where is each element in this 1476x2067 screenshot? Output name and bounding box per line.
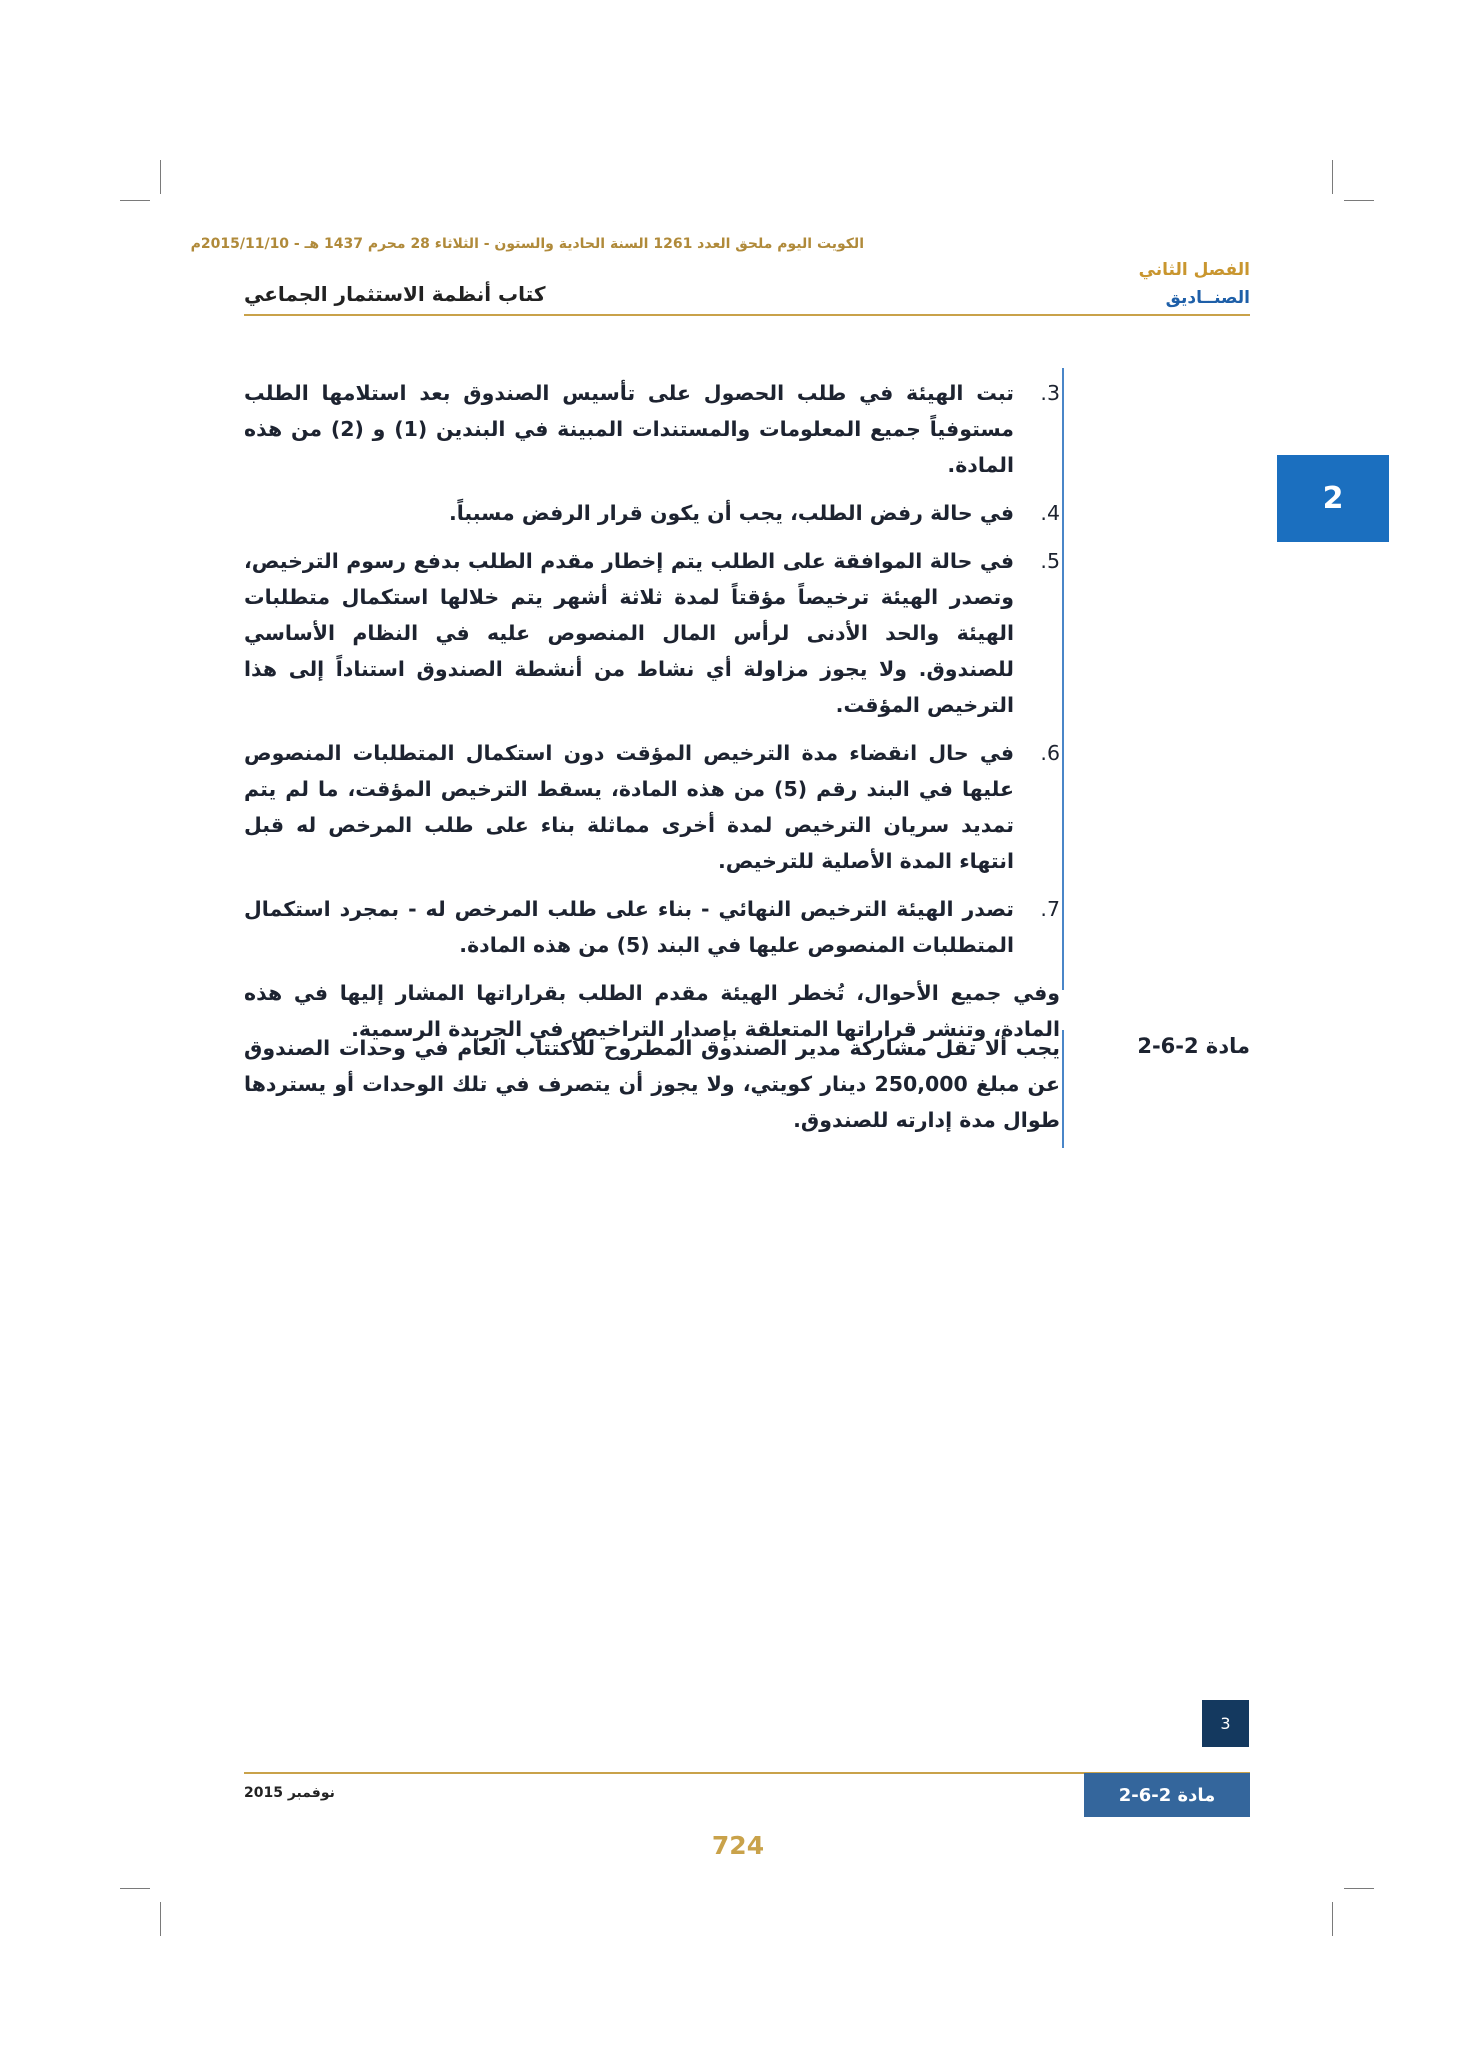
section-rule [1062, 368, 1064, 990]
crop-mark [1332, 160, 1333, 194]
crop-mark [1332, 1902, 1333, 1936]
page-folio: 724 [711, 1831, 765, 1860]
item-number: 5. [1040, 549, 1060, 573]
page-number-box: 3 [1202, 1700, 1249, 1747]
item-number: 4. [1040, 501, 1060, 525]
list-item [244, 495, 1060, 531]
item-text: في حالة الموافقة على الطلب يتم إخطار مقدم الطلب بدفع رسوم الترخيص، وتصدر الهيئة ترخيصاً مؤقتاً لمدة ثلاثة أشهر يتم خلالها استكمال متطلبات الهيئة والحد الأدنى لرأس المال المنصوص عليه في النظام الأساسي للصندوق. ولا يجوز مزاولة أي نشاط من أنشطة الصندوق استناداً إلى هذا الترخيص المؤقت. [244, 549, 1014, 717]
crop-mark [160, 1902, 161, 1936]
item-text: في حال انقضاء مدة الترخيص المؤقت دون استكمال المتطلبات المنصوص عليها في البند رقم (5) من هذه المادة، يسقط الترخيص المؤقت، ما لم يتم تمديد سريان الترخيص لمدة أخرى مماثلة بناء على طلب المرخص له قبل انتهاء المدة الأصلية للترخيص. [244, 741, 1015, 873]
article-text: يجب ألا تقل مشاركة مدير الصندوق المطروح للاكتتاب العام في وحدات الصندوق عن مبلغ 250,000 دينار كويتي، ولا يجوز أن يتصرف في تلك الوحدات أو يستردها طوال مدة إدارته للصندوق. [244, 1036, 1060, 1132]
header-divider [244, 314, 1250, 316]
chapter-tab: 2 [1277, 455, 1389, 542]
crop-mark [1344, 1888, 1374, 1889]
item-number: 7. [1040, 897, 1060, 921]
list-item [244, 375, 1060, 483]
footer-date: نوفمبر 2015 [244, 1785, 335, 1801]
book-title: كتاب أنظمة الاستثمار الجماعي [244, 282, 546, 306]
article-rule [1062, 1030, 1064, 1148]
crop-mark [160, 160, 161, 194]
chapter-subtitle: الصنــاديق [1165, 288, 1250, 308]
list-item [244, 735, 1060, 879]
items-list [244, 375, 1060, 1047]
closing-paragraph: وفي جميع الأحوال، تُخطر الهيئة مقدم الطلب بقراراتها المشار إليها في هذه المادة، وتنشر قراراتها المتعلقة بإصدار التراخيص في الجريدة الرسمية. [244, 981, 1060, 1041]
item-number: 6. [1040, 741, 1060, 765]
chapter-title: الفصل الثاني [1138, 260, 1250, 280]
item-text: تصدر الهيئة الترخيص النهائي - بناء على طلب المرخص له - بمجرد استكمال المتطلبات المنصوص عليها في البند (5) من هذه المادة. [244, 897, 1014, 957]
chapter-heading [1139, 256, 1250, 312]
item-text: في حالة رفض الطلب، يجب أن يكون قرار الرفض مسبباً. [448, 501, 1014, 525]
article-label: مادة 2-6-2 [1137, 1034, 1250, 1058]
crop-mark [120, 200, 150, 201]
gazette-line: الكويت اليوم ملحق العدد 1261 السنة الحادية والستون - الثلاثاء 28 محرم 1437 هـ - 2015/11/10م [190, 236, 864, 252]
item-number: 3. [1040, 381, 1060, 405]
crop-mark [120, 1888, 150, 1889]
list-item [244, 891, 1060, 963]
item-text: تبت الهيئة في طلب الحصول على تأسيس الصندوق بعد استلامها الطلب مستوفياً جميع المعلومات والمستندات المبينة في البندين (1) و (2) من هذه المادة. [244, 381, 1014, 477]
footer-article-tab: مادة 2-6-2 [1084, 1773, 1250, 1817]
crop-mark [1344, 200, 1374, 201]
list-item [244, 543, 1060, 723]
